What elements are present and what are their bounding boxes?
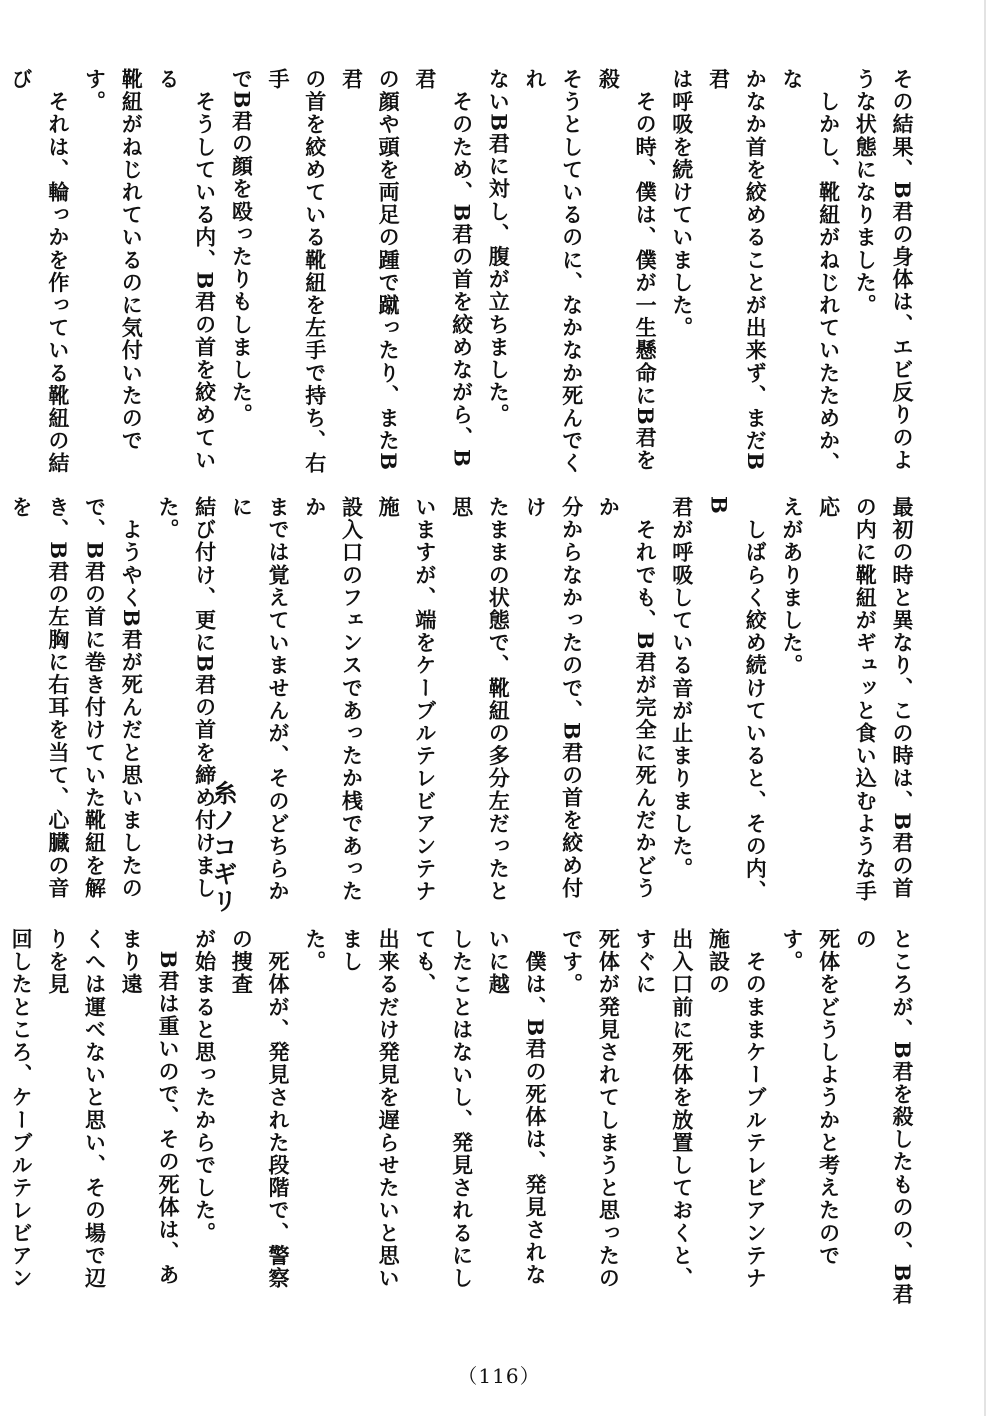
text-tier-middle: 最初の時と異なり、この時は、B君の首 の内に靴紐がギュッと食い込むような手応 えがありました。 しばらく絞め続けていると、その内、B 君が呼吸している音が止まりました。 それでも、B君が完全に死んだかどうか 分からなかったので、B君の首を絞め付け たままの状態で、靴紐の多分左だったと思 いますが、端をケーブルテレビアンテナ施 設入口のフェンスであったか桟であったか までは覚えていませんが、そのどちらかに 結び付け、更にB君の首を締め付けまし た。 ようやくB君が死んだと思いましたの で、B君の首に巻き付けていた靴紐を解 き、B君の左胸に右耳を当て、心臓の音を xyxy=(9,496,915,903)
text-tier-bottom: ところが、B君を殺したものの、B君の 死体をどうしようかと考えたのです。 そのままケーブルテレビアンテナ施設の 出入口前に死体を放置しておくと、すぐに 死体が発見されてしまうと思ったのです。 僕は、B君の死体は、発見されないに越 したことはないし、発見されるにしても、 出来るだけ発見を遅らせたいと思いまし た。 死体が、発見された段階で、警察の捜査 が始まると思ったからでした。 B君は重いので、その死体は、あまり遠 くへは運べないと思い、その場で辺りを見 回したところ、ケーブルテレビアン xyxy=(9,928,915,1306)
section-title: 糸ノコギリ xyxy=(209,780,238,915)
scan-edge-line xyxy=(984,0,986,1416)
text-tier-top: その結果、B君の身体は、エビ反りのよ うな状態になりました。 しかし、靴紐がねじれていたためか、な かなか首を絞めることが出来ず、まだB君 は呼吸を続けていました。 その時、僕は、僕が一生懸命にB君を殺 そうとしているのに、なかなか死んでくれ ないB君に対し、腹が立ちました。 そのため、B君の首を絞めながら、B君 の顔や頭を両足の踵で蹴ったり、またB君 の首を絞めている靴紐を左手で持ち、右手 でB君の顔を殴ったりもしました。 そうしている内、B君の首を絞めている 靴紐がねじれているのに気付いたのです。 それは、輪っかを作っている靴紐の結び xyxy=(9,68,915,475)
page-number: （116） xyxy=(457,1364,541,1388)
